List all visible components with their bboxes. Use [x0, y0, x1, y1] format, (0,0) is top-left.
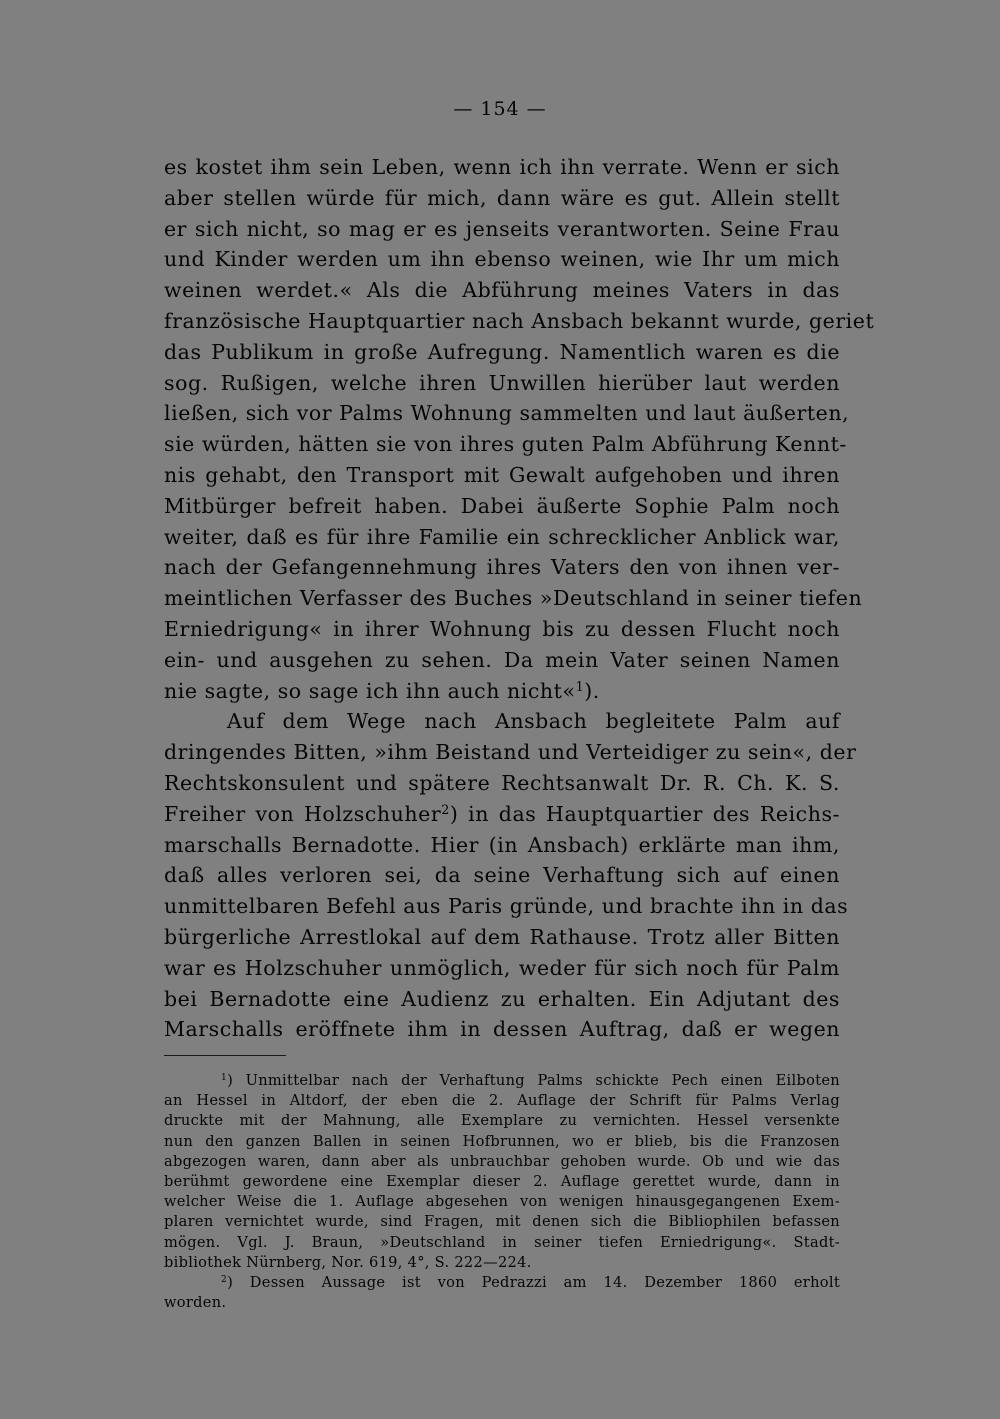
footnote-line: abgezogen waren, dann aber als unbrauchbar gehoben wurde. Ob und wie das — [164, 1152, 840, 1170]
text-line: sog. Rußigen, welche ihren Unwillen hierüber laut werden — [164, 370, 840, 395]
text-line: bürgerliche Arrestlokal auf dem Rathause. Trotz aller Bitten — [164, 924, 840, 949]
text-line: marschalls Bernadotte. Hier (in Ansbach) erklärte man ihm, — [164, 832, 840, 857]
footnote-marker: 1 — [221, 1073, 228, 1084]
text-line: er sich nicht, so mag er es jenseits verantworten. Seine Frau — [164, 216, 840, 241]
text-line: Freiher von Holzschuher$^2$) in das Hauptquartier des Reichs- — [164, 801, 841, 826]
footnotes — [164, 1071, 840, 1313]
footnote-ref: 1 — [575, 678, 585, 694]
footnote-divider — [164, 1055, 286, 1056]
text-line: nis gehabt, den Transport mit Gewalt aufgehoben und ihren — [164, 462, 840, 487]
text-line: das Publikum in große Aufregung. Namentlich waren es die — [164, 339, 840, 364]
text-line: bei Bernadotte eine Audienz zu erhalten. Ein Adjutant des — [164, 986, 840, 1011]
footnote-marker: 2 — [221, 1274, 228, 1285]
text-line: sie würden, hätten sie von ihres guten Palm Abführung Kennt- — [164, 432, 847, 457]
text-line: dringendes Bitten, »ihm Beistand und Verteidiger zu sein«, der — [164, 740, 857, 765]
footnote-ref: 2 — [441, 801, 450, 817]
footnote-line: druckte mit der Mahnung, alle Exemplare zu vernichten. Hessel versenkte — [164, 1112, 840, 1130]
text-line: französische Hauptquartier nach Ansbach bekannt wurde, geriet — [164, 308, 875, 333]
text-line: unmittelbaren Befehl aus Paris gründe, und brachte ihn in das — [164, 894, 849, 919]
main-text — [164, 152, 875, 1045]
text-line: weiter, daß es für ihre Familie ein schrecklicher Anblick war, — [164, 524, 840, 549]
text-line: und Kinder werden um ihn ebenso weinen, wie Ihr um mich — [164, 247, 840, 272]
text-line: ließen, sich vor Palms Wohnung sammelten und laut äußerten, — [164, 401, 850, 426]
footnote-line: an Hessel in Altdorf, der eben die 2. Auflage der Schrift für Palms Verlag — [164, 1092, 840, 1110]
text-line: ein- und ausgehen zu sehen. Da mein Vater seinen Namen — [164, 647, 840, 672]
text-line: es kostet ihm sein Leben, wenn ich ihn verrate. Wenn er sich — [164, 155, 840, 179]
text-line: Auf dem Wege nach Ansbach begleitete Palm auf — [227, 709, 840, 734]
text-line: Mitbürger befreit haben. Dabei äußerte Sophie Palm noch — [164, 493, 840, 518]
text-line: nach der Gefangennehmung ihres Vaters den von ihnen ver- — [164, 555, 840, 580]
footnote-line: mögen. Vgl. J. Braun, »Deutschland in seiner tiefen Erniedrigung«. Stadt- — [164, 1233, 840, 1251]
text-line: nie sagte, so sage ich ihn auch nicht«$^1$). — [164, 678, 600, 703]
footnote-line: worden. — [164, 1294, 227, 1312]
page-number: — 154 — — [453, 98, 547, 120]
text-line: Marschalls eröffnete ihm in dessen Auftrag, daß er wegen — [164, 1017, 840, 1042]
text-line: war es Holzschuher unmöglich, weder für sich noch für Palm — [164, 955, 840, 980]
footnote-line: nun den ganzen Ballen in seinen Hofbrunnen, wo er blieb, bis die Franzosen — [164, 1132, 840, 1150]
text-line: Rechtskonsulent und spätere Rechtsanwalt Dr. R. Ch. K. S. — [164, 770, 840, 795]
text-line: daß alles verloren sei, da seine Verhaftung sich auf einen — [164, 863, 840, 888]
footnote-line: bibliothek Nürnberg, Nor. 619, 4°, S. 222—224. — [164, 1253, 532, 1271]
footnote-line: welcher Weise die 1. Auflage abgesehen von wenigen hinausgegangenen Exem- — [164, 1193, 840, 1211]
text-line: meintlichen Verfasser des Buches »Deutschland in seiner tiefen — [164, 586, 863, 611]
footnote-line: berühmt gewordene eine Exemplar dieser 2. Auflage gerettet wurde, dann in — [164, 1172, 840, 1190]
text-line: Erniedrigung« in ihrer Wohnung bis zu dessen Flucht noch — [164, 616, 840, 641]
text-line: weinen werdet.« Als die Abführung meines Vaters in das — [164, 278, 840, 303]
text-line: aber stellen würde für mich, dann wäre es gut. Allein stellt — [164, 185, 840, 210]
footnote-line: $^2$) Dessen Aussage ist von Pedrazzi am 14. Dezember 1860 erholt — [221, 1273, 840, 1291]
footnote-line: $^1$) Unmittelbar nach der Verhaftung Palms schickte Pech einen Eilboten — [221, 1072, 840, 1089]
footnote-line: plaren vernichtet wurde, sind Fragen, mit denen sich die Bibliophilen befassen — [164, 1213, 840, 1231]
